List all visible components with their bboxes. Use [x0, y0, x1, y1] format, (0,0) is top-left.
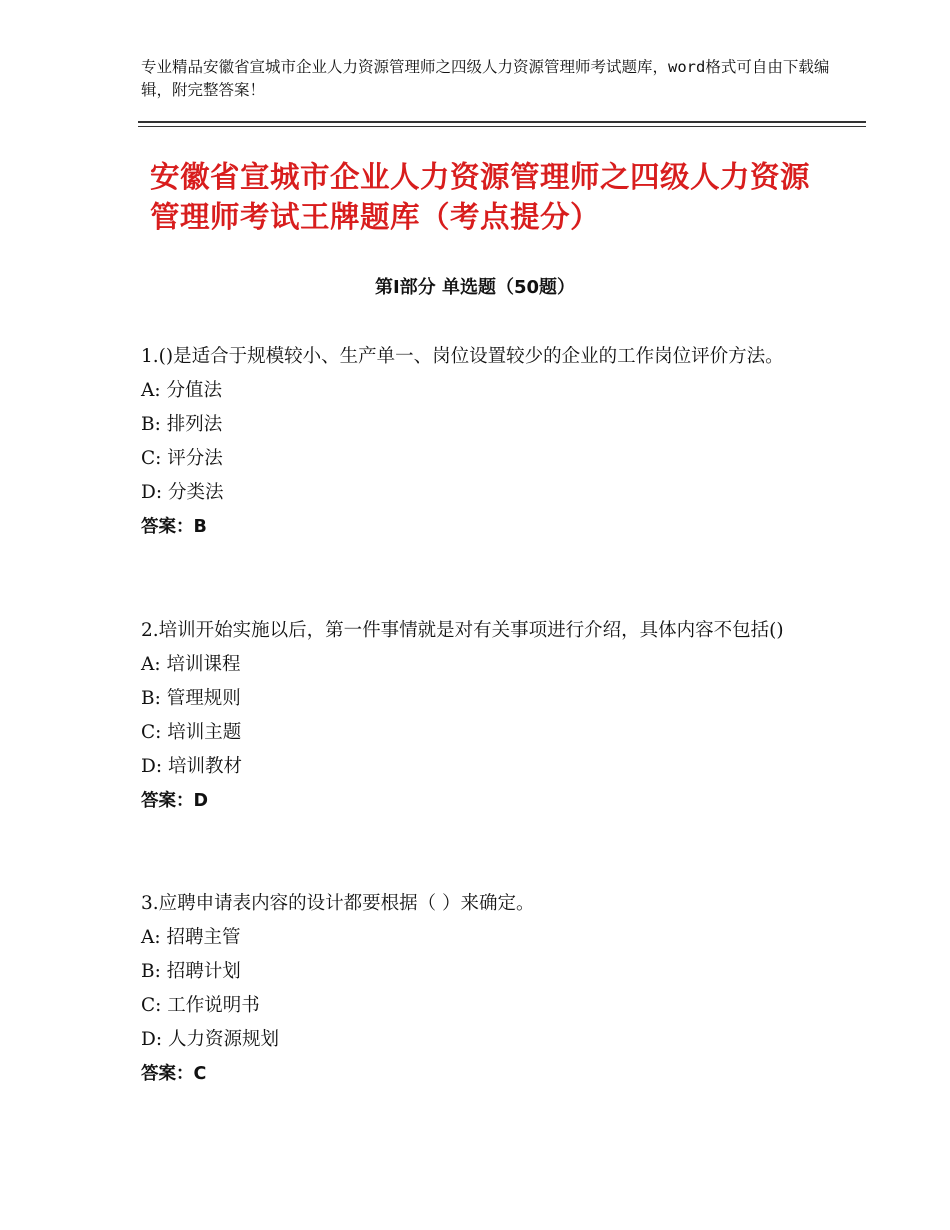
option-a: A: 招聘主管 — [141, 927, 241, 948]
question-stem: 1.()是适合于规模较小、生产单一、岗位设置较少的企业的工作岗位评价方法。 — [141, 346, 784, 367]
option-a: A: 分值法 — [141, 380, 222, 401]
option-d: D: 分类法 — [141, 482, 224, 503]
answer: 答案：B — [141, 517, 207, 537]
section-heading: 第Ⅰ部分 单选题（50题） — [374, 277, 575, 298]
question-block — [141, 887, 811, 1091]
answer: 答案：D — [141, 791, 209, 811]
option-d: D: 培训教材 — [141, 756, 242, 777]
option-c: C: 评分法 — [141, 448, 223, 469]
answer: 答案：C — [141, 1064, 207, 1084]
option-a: A: 培训课程 — [141, 654, 241, 675]
header-note: 专业精品安徽省宣城市企业人力资源管理师之四级人力资源管理师考试题库，word格式可自由下载编辑，附完整答案！ — [141, 58, 830, 99]
question-stem: 2.培训开始实施以后，第一件事情就是对有关事项进行介绍，具体内容不包括() — [141, 620, 784, 641]
option-b: B: 管理规则 — [141, 688, 241, 709]
header-rule-thin — [138, 126, 866, 127]
question-stem: 3.应聘申请表内容的设计都要根据（ ）来确定。 — [141, 893, 535, 914]
question-block — [141, 340, 811, 544]
document-title: 安徽省宣城市企业人力资源管理师之四级人力资源管理师考试王牌题库（考点提分） — [150, 160, 811, 234]
option-b: B: 招聘计划 — [141, 961, 241, 982]
option-c: C: 工作说明书 — [141, 995, 260, 1016]
question-block — [141, 614, 811, 818]
header-rule — [138, 121, 866, 123]
option-c: C: 培训主题 — [141, 722, 242, 743]
option-d: D: 人力资源规划 — [141, 1029, 279, 1050]
option-b: B: 排列法 — [141, 414, 223, 435]
